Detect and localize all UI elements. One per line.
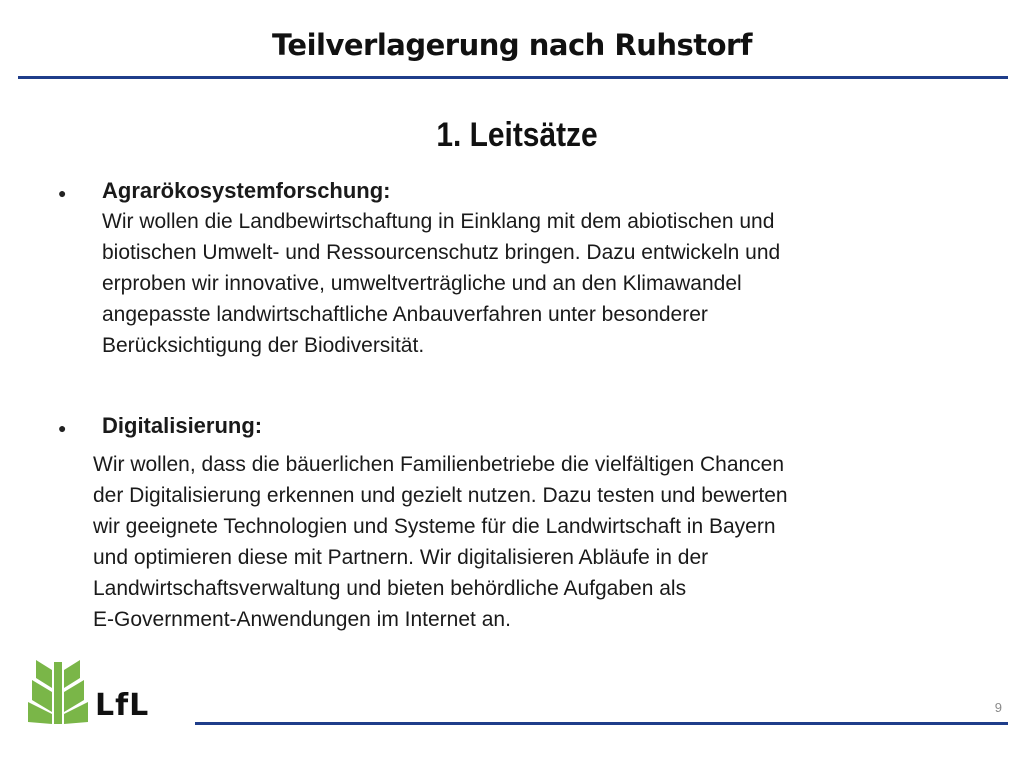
bullet-marker: ● xyxy=(58,185,67,201)
page-number: 9 xyxy=(994,700,1002,715)
body-line: Berücksichtigung der Biodiversität. xyxy=(102,334,425,357)
header-title: Teilverlagerung nach Ruhstorf xyxy=(272,28,752,62)
bullet-marker: ● xyxy=(58,420,67,436)
bullet-body xyxy=(102,206,780,361)
header-divider xyxy=(18,76,1008,79)
footer-divider xyxy=(195,722,1008,725)
bullet-heading: Digitalisierung: xyxy=(102,413,263,438)
bullet-body xyxy=(93,449,788,635)
body-line: wir geeignete Technologien und Systeme für die Landwirtschaft in Bayern xyxy=(93,515,776,538)
section-title: 1. Leitsätze xyxy=(436,116,598,154)
body-line: Landwirtschaftsverwaltung und bieten behördliche Aufgaben als xyxy=(93,577,687,600)
body-line: Wir wollen, dass die bäuerlichen Familienbetriebe die vielfältigen Chancen xyxy=(93,453,785,476)
body-line: der Digitalisierung erkennen und gezielt nutzen. Dazu testen und bewerten xyxy=(93,484,788,507)
body-line: angepasste landwirtschaftliche Anbauverfahren unter besonderer xyxy=(102,303,708,326)
lfl-logo-text: LfL xyxy=(95,688,150,723)
body-line: erproben wir innovative, umweltverträgliche und an den Klimawandel xyxy=(102,272,742,295)
body-line: E-Government-Anwendungen im Internet an. xyxy=(93,608,511,631)
body-line: und optimieren diese mit Partnern. Wir digitalisieren Abläufe in der xyxy=(93,546,709,569)
bullet-heading: Agrarökosystemforschung: xyxy=(102,178,391,203)
body-line: Wir wollen die Landbewirtschaftung in Einklang mit dem abiotischen und xyxy=(102,210,775,233)
body-line: biotischen Umwelt- und Ressourcenschutz bringen. Dazu entwickeln und xyxy=(102,241,781,264)
